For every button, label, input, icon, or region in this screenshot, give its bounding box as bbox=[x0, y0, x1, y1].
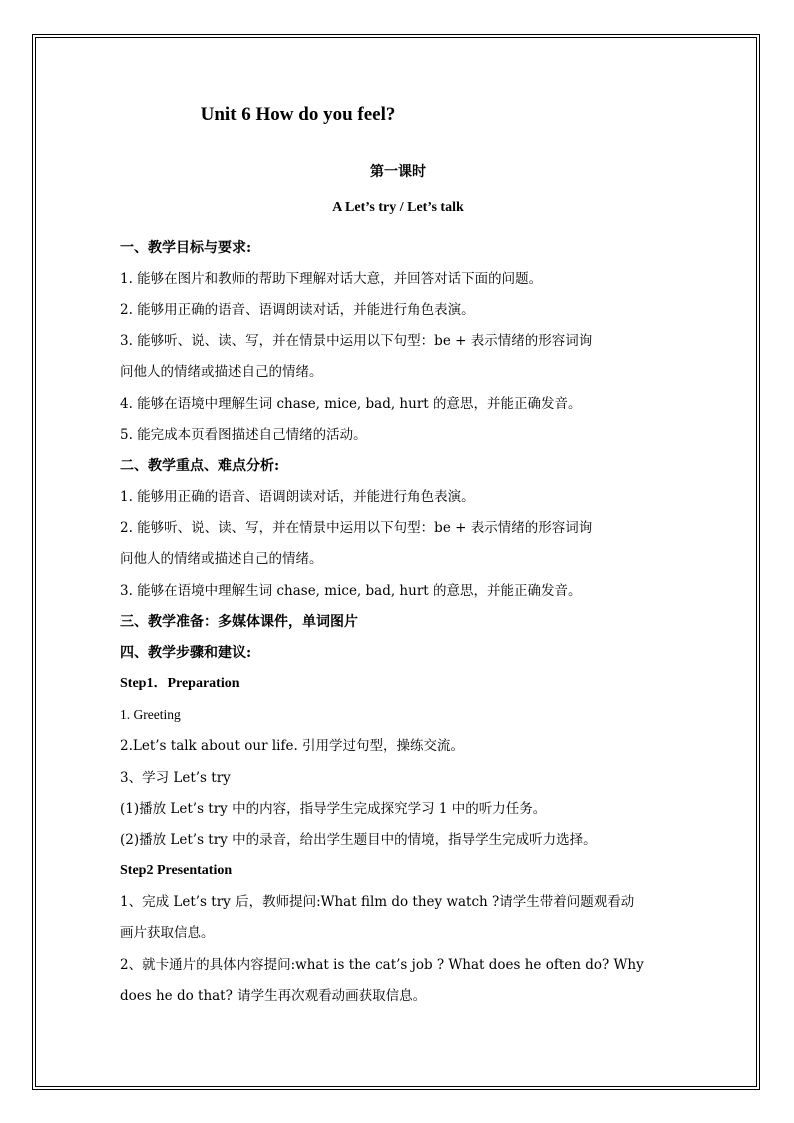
section-heading-goals: 一、教学目标与要求: bbox=[120, 240, 252, 256]
step-line: 2.Let’s talk about our life. 引用学过句型，操练交流。 bbox=[120, 738, 465, 754]
goal-line: 1. 能够在图片和教师的帮助下理解对话大意，并回答对话下面的问题。 bbox=[120, 271, 543, 287]
section-heading-prep: 三、教学准备：多媒体课件，单词图片 bbox=[120, 614, 358, 630]
lesson-subtitle: A Let’s try / Let’s talk bbox=[332, 200, 464, 215]
goal-line: 5. 能完成本页看图描述自己情绪的活动。 bbox=[120, 427, 367, 443]
step-line: 2、就卡通片的具体内容提问:what is the cat’s job ? What does he often do? Why bbox=[120, 957, 644, 973]
focus-line: 1. 能够用正确的语音、语调朗读对话，并能进行角色表演。 bbox=[120, 489, 475, 505]
lesson-label: 第一课时 bbox=[370, 164, 426, 180]
step-line: (1)播放 Let’s try 中的内容，指导学生完成探究学习 1 中的听力任务。 bbox=[120, 801, 547, 817]
step-line: does he do that? 请学生再次观看动画获取信息。 bbox=[120, 988, 427, 1004]
step-line: 1、完成 Let’s try 后，教师提问:What film do they watch ?请学生带着问题观看动 bbox=[120, 894, 635, 910]
step-line: 画片获取信息。 bbox=[120, 925, 215, 941]
focus-line: 3. 能够在语境中理解生词 chase, mice, bad, hurt 的意思，并能正确发音。 bbox=[120, 583, 582, 599]
goal-line: 2. 能够用正确的语音、语调朗读对话，并能进行角色表演。 bbox=[120, 302, 475, 318]
focus-line: 问他人的情绪或描述自己的情绪。 bbox=[120, 551, 323, 567]
step-heading: Step1．Preparation bbox=[120, 676, 240, 691]
step-line: (2)播放 Let’s try 中的录音，给出学生题目中的情境，指导学生完成听力选择。 bbox=[120, 832, 597, 848]
step-line: 3、学习 Let’s try bbox=[120, 770, 231, 786]
section-heading-focus: 二、教学重点、难点分析: bbox=[120, 458, 280, 474]
section-heading-steps: 四、教学步骤和建议: bbox=[120, 645, 252, 661]
goal-line: 3. 能够听、说、读、写，并在情景中运用以下句型：be + 表示情绪的形容词询 bbox=[120, 333, 593, 349]
step-heading: Step2 Presentation bbox=[120, 863, 233, 878]
document-title: Unit 6 How do you feel? bbox=[200, 104, 396, 125]
step-line: 1. Greeting bbox=[120, 707, 181, 722]
focus-line: 2. 能够听、说、读、写，并在情景中运用以下句型：be + 表示情绪的形容词询 bbox=[120, 520, 593, 536]
goal-line: 4. 能够在语境中理解生词 chase, mice, bad, hurt 的意思，并能正确发音。 bbox=[120, 396, 582, 412]
goal-line: 问他人的情绪或描述自己的情绪。 bbox=[120, 364, 323, 380]
